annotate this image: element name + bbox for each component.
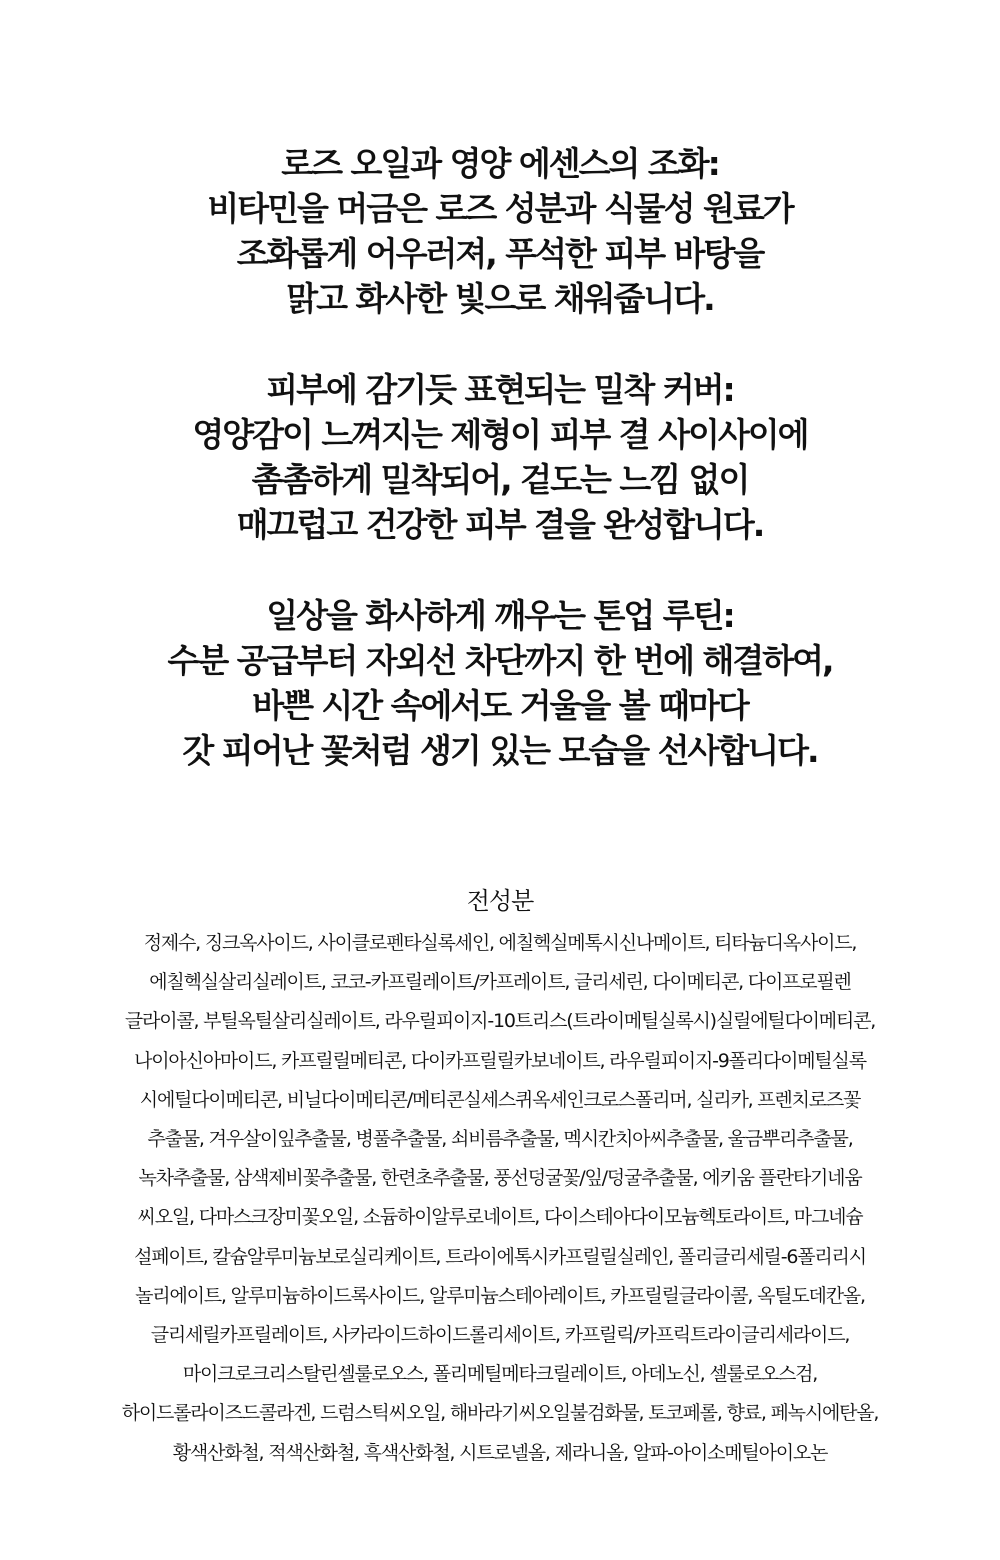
paragraph-heading: 피부에 감기듯 표현되는 밀착 커버: [266,370,734,409]
paragraph-line: 갓 피어난 꽃처럼 생기 있는 모습을 선사합니다. [182,731,818,770]
ingredients-line: 에칠헥실살리실레이트, 코코-카프릴레이트/카프레이트, 글리세린, 다이메티콘, 다이프로필렌 [149,971,851,994]
ingredients-line: 추출물, 겨우살이잎추출물, 병풀추출물, 쇠비름추출물, 멕시칸치아씨추출물, 울금뿌리추출물, [147,1128,853,1151]
description-paragraph-rose-oil [0,141,1000,321]
ingredients-list [0,924,1000,1473]
ingredients-title: 전성분 [466,887,534,915]
ingredients-line: 마이크로크리스탈린셀룰로오스, 폴리메틸메타크릴레이트, 아데노신, 셀룰로오스검, [182,1363,818,1386]
ingredients-section [0,878,1000,1473]
ingredients-line: 글라이콜, 부틸옥틸살리실레이트, 라우릴피이지-10트리스(트라이메틸실록시)실릴에틸다이메티콘, [124,1010,876,1033]
paragraph-line: 촘촘하게 밀착되어, 겉도는 느낌 없이 [251,460,749,499]
paragraph-line: 맑고 화사한 빛으로 채워줍니다. [286,279,714,318]
paragraph-line: 영양감이 느껴지는 제형이 피부 결 사이사이에 [192,415,808,454]
paragraph-line: 바쁜 시간 속에서도 거울을 볼 때마다 [252,686,748,725]
ingredients-line: 하이드롤라이즈드콜라겐, 드럼스틱씨오일, 해바라기씨오일불검화물, 토코페롤, 향료, 페녹시에탄올, [121,1402,879,1425]
ingredients-line: 나이아신아마이드, 카프릴릴메티콘, 다이카프릴릴카보네이트, 라우릴피이지-9폴리다이메틸실록 [134,1049,866,1072]
ingredients-line: 글리세릴카프릴레이트, 사카라이드하이드롤리세이트, 카프릴릭/카프릭트라이글리세라이드, [150,1324,850,1347]
ingredients-line: 황색산화철, 적색산화철, 흑색산화철, 시트로넬올, 제라니올, 알파-아이소메틸아이오논 [172,1441,828,1464]
product-description [0,141,1000,819]
paragraph-line: 매끄럽고 건강한 피부 결을 완성합니다. [236,505,764,544]
ingredients-line: 녹차추출물, 삼색제비꽃추출물, 한련초추출물, 풍선덩굴꽃/잎/덩굴추출물, 에키움 플란타기네움 [138,1167,862,1190]
paragraph-line: 조화롭게 어우러져, 푸석한 피부 바탕을 [236,234,764,273]
ingredients-line: 설페이트, 칼슘알루미늄보로실리케이트, 트라이에톡시카프릴릴실레인, 폴리글리세릴-6폴리리시 [134,1245,866,1268]
paragraph-line: 수분 공급부터 자외선 차단까지 한 번에 해결하여, [167,641,833,680]
ingredients-line: 정제수, 징크옥사이드, 사이클로펜타실록세인, 에칠헥실메톡시신나메이트, 티타늄디옥사이드, [143,932,857,954]
ingredients-line: 씨오일, 다마스크장미꽃오일, 소듐하이알루로네이트, 다이스테아다이모늄헥토라이트, 마그네슘 [137,1206,863,1229]
description-paragraph-routine [0,593,1000,773]
description-paragraph-cover [0,367,1000,547]
ingredients-line: 시에틸다이메티콘, 비닐다이메티콘/메티콘실세스퀴옥세인크로스폴리머, 실리카, 프렌치로즈꽃 [139,1088,861,1111]
paragraph-heading: 일상을 화사하게 깨우는 톤업 루틴: [266,596,734,635]
paragraph-line: 비타민을 머금은 로즈 성분과 식물성 원료가 [207,189,793,228]
ingredients-line: 놀리에이트, 알루미늄하이드록사이드, 알루미늄스테아레이트, 카프릴릴글라이콜, 옥틸도데칸올, [135,1284,865,1307]
paragraph-heading: 로즈 오일과 영양 에센스의 조화: [281,144,719,183]
